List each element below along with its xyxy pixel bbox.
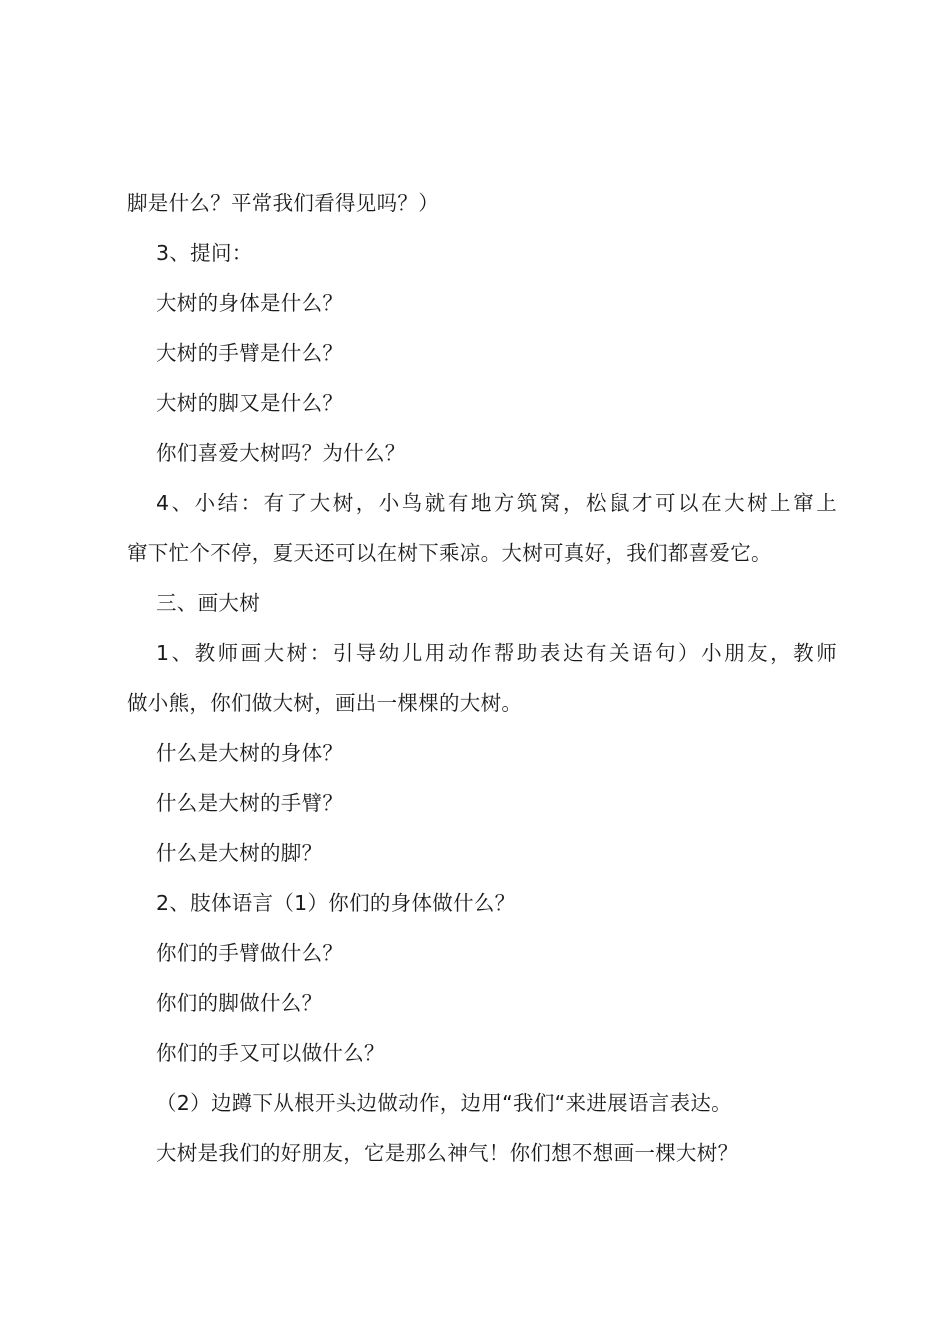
paragraph-line: （2）边蹲下从根开头边做动作，边用“我们“来进展语言表达。	[156, 1091, 732, 1115]
paragraph-line: 什么是大树的身体？	[156, 741, 344, 765]
body-text	[127, 178, 837, 1178]
paragraph-line: 你们喜爱大树吗？为什么？	[156, 441, 406, 465]
paragraph-line: 什么是大树的手臂？	[156, 791, 344, 815]
paragraph-line: 你们的手臂做什么？	[156, 941, 344, 965]
paragraph-line: 窜下忙个不停，夏天还可以在树下乘凉。大树可真好，我们都喜爱它。	[127, 541, 772, 565]
section-heading: 三、画大树	[156, 591, 260, 615]
paragraph-line: 大树的手臂是什么？	[156, 341, 344, 365]
paragraph-line: 3、提问：	[156, 241, 253, 265]
paragraph-line: 你们的手又可以做什么？	[156, 1041, 385, 1065]
paragraph-line: 4、小结：有了大树，小鸟就有地方筑窝，松鼠才可以在大树上窜上	[156, 491, 837, 515]
paragraph-line: 什么是大树的脚？	[156, 841, 323, 865]
paragraph-line: 做小熊，你们做大树，画出一棵棵的大树。	[127, 691, 523, 715]
paragraph-line: 2、肢体语言（1）你们的身体做什么？	[156, 891, 516, 915]
paragraph-line: 大树的脚又是什么？	[156, 391, 344, 415]
paragraph-line: 大树是我们的好朋友，它是那么神气！你们想不想画一棵大树？	[156, 1141, 739, 1165]
paragraph-line: 脚是什么？平常我们看得见吗？）	[127, 191, 439, 215]
paragraph-line: 大树的身体是什么？	[156, 291, 344, 315]
paragraph-line: 你们的脚做什么？	[156, 991, 323, 1015]
paragraph-line: 1、教师画大树：引导幼儿用动作帮助表达有关语句）小朋友，教师	[156, 641, 837, 665]
